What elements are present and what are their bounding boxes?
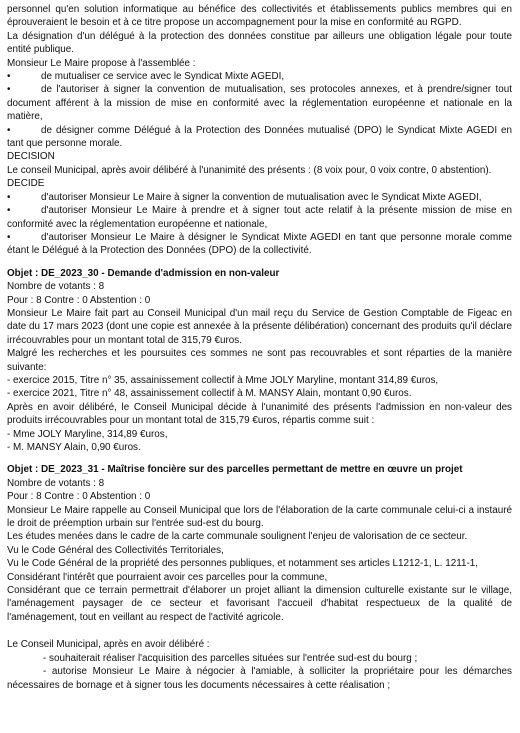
decide-bullet	[7, 191, 512, 204]
bullet-mark: •	[7, 71, 11, 83]
paragraph: Considérant l'intérêt que pourraient avoir ces parcelles pour la commune,	[7, 571, 328, 583]
proposal-bullet-text: de mutualiser ce service avec le Syndicat Mixte AGEDI,	[41, 71, 285, 83]
section-title-de-2023-30: Objet : DE_2023_30 - Demande d'admission en non-valeur	[7, 267, 280, 279]
designation-paragraph: La désignation d'un délégué à la protection des données constitue par ailleurs une obligation légale pour toute entité publique.	[7, 30, 512, 56]
list-item: - exercice 2015, Titre n° 35, assainissement collectif à Mme JOLY Maryline, montant 314,89 €uros,	[7, 374, 439, 386]
bullet-mark: •	[7, 231, 11, 243]
votants-count: Nombre de votants : 8	[7, 281, 105, 293]
paragraph: Malgré les recherches et les poursuites ces sommes ne sont pas recouvrables et sont réparties de la manière suivante:	[7, 348, 512, 373]
paragraph: Monsieur Le Maire rappelle au Conseil Municipal que lors de l'élaboration de la carte communale celui-ci a instauré le droit de préemption urbain sur l'entrée sud-est du bourg.	[7, 504, 512, 530]
vote-result: Pour : 8 Contre : 0 Abstention : 0	[7, 491, 151, 503]
proposal-bullet	[7, 70, 512, 83]
bullet-mark: •	[7, 191, 11, 203]
decide-bullet-text: d'autoriser Monsieur Le Maire à signer la convention de mutualisation avec le Syndicat Mixte AGEDI,	[41, 191, 482, 203]
paragraph: Vu le Code Général des Collectivités Territoriales,	[7, 544, 224, 556]
decide-bullet	[7, 204, 512, 231]
proposal-bullet-text: de désigner comme Délégué à la Protection des Données mutualisé (DPO) le Syndicat Mixte AGEDI en tant que personne morale.	[7, 124, 512, 150]
list-item: - M. MANSY Alain, 0,90 €uros.	[7, 442, 141, 453]
decision-text: Le conseil Municipal, après avoir délibéré à l'unanimité des présents : (8 voix pour, 0 voix contre, 0 abstention).	[7, 164, 492, 176]
votants-count: Nombre de votants : 8	[7, 477, 105, 489]
bullet-mark: •	[7, 205, 11, 217]
document-page	[7, 3, 512, 692]
paragraph: Le Conseil Municipal, après en avoir délibéré :	[7, 639, 210, 651]
vote-result: Pour : 8 Contre : 0 Abstention : 0	[7, 294, 151, 306]
paragraph: Les études menées dans le cadre de la carte communale soulignent l'enjeu de valorisation de ce secteur.	[7, 531, 468, 543]
intro-paragraph: personnel qu'en solution informatique au bénéfice des collectivités et établissements publics membres qui en éprouveraient le besoin et à ce titre propose un accompagnement pour la mise en conformité au RGPD.	[7, 4, 512, 29]
proposal-bullet	[7, 124, 512, 151]
list-item: - exercice 2021, Titre n° 48, assainissement collectif à M. MANSY Alain, montant 0,90 €uros.	[7, 388, 412, 400]
decision-item: - autorise Monsieur Le Maire à négocier à l'amiable, à solliciter la propriétaire pour les démarches nécessaires de bornage et à signer tous les documents nécessaires à cette réalisation ;	[7, 666, 512, 691]
list-item: - Mme JOLY Maryline, 314,89 €uros,	[7, 428, 168, 440]
decision-item: - souhaiterait réaliser l'acquisition des parcelles situées sur l'entrée sud-est du bourg ;	[43, 652, 418, 664]
decide-bullet-text: d'autoriser Monsieur Le Maire à prendre et à signer tout acte relatif à la présente mission de mise en conformité avec la réglementation européenne et nationale,	[7, 205, 512, 230]
proposal-bullet	[7, 83, 512, 123]
paragraph: Vu le Code Général de la propriété des personnes publiques, et notamment ses articles L1212-1, L. 1211-1,	[7, 558, 478, 570]
paragraph: Après en avoir délibéré, le Conseil Municipal décide à l'unanimité des présents l'admission en non-valeur des produits irrécouvrables pour un montant total de 315,79 €uros, répartis comme suit :	[7, 401, 512, 427]
bullet-mark: •	[7, 124, 11, 136]
decision-label: DECISION	[7, 151, 55, 163]
proposal-bullet-text: de l'autoriser à signer la convention de mutualisation, ses protocoles annexes, et à prendre/signer tout document afférent à la mission de mise en conformité avec la réglementation européenne et nationale en la matière,	[7, 84, 512, 123]
section-title-de-2023-31: Objet : DE_2023_31 - Maîtrise foncière sur des parcelles permettant de mettre en œuvre un projet	[7, 464, 463, 476]
spacer	[7, 624, 512, 638]
decide-label: DECIDE	[7, 178, 45, 190]
paragraph: Considérant que ce terrain permettrait d'élaborer un projet alliant la dimension culturelle existante sur le village, l'aménagement paysager de ce secteur et favorisant l'accueil d'habitat respectueux de la qualité de l'aménagement, tout en veillant au respect de l'activité agricole.	[7, 585, 512, 623]
decide-bullet-text: d'autoriser Monsieur Le Maire à désigner le Syndicat Mixte AGEDI en tant que personne morale comme étant le Délégué à la Protection des Données (DPO) de la collectivité.	[7, 231, 512, 257]
decide-bullet	[7, 231, 512, 258]
bullet-mark: •	[7, 84, 11, 96]
paragraph: Monsieur Le Maire fait part au Conseil Municipal d'un mail reçu du Service de Gestion Comptable de Figeac en date du 17 mars 2023 (dont une copie est annexée à la présente délibération) concernant des produits qu'il déclare irrécouvrables pour un montant total de 315,79 €uros.	[7, 307, 512, 346]
propose-line: Monsieur Le Maire propose à l'assemblée :	[7, 57, 196, 69]
